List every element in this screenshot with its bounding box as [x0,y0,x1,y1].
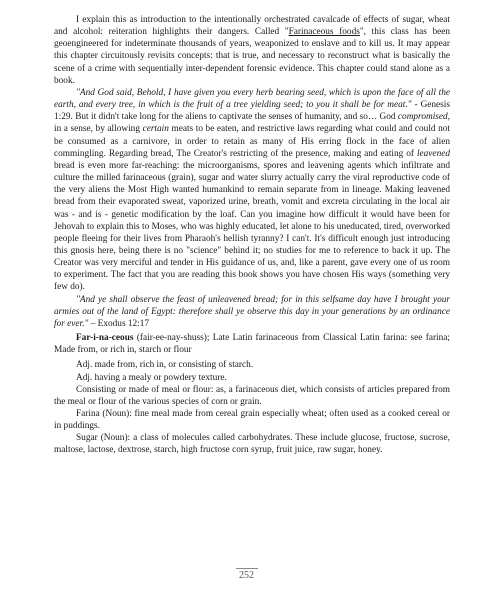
genesis-text-c: meats to be eaten, and restrictive laws regarding what could and could not be consumed as a carnivore, in order to retain as many of His erring flock in the face of alien commingling. Regarding bread, The Creator's restricting of the presence, making and eating of [54,124,451,159]
page-body [54,14,450,457]
intro-text-start: I explain this as introduction to the intentionally orchestrated cavalcade of effects of sugar, wheat and alcohol: reiteration highlights their dangers. Called " [54,15,450,38]
intro-text-end: ", this class has been geoengineered for indeterminate thousands of years, weaponized to enslave and to kill us. It may appear this chapter circuitously revisits concepts: that is true, and necessary to reconstruct what is basically the scene of a crime with sequentially inter-dependent forensic evidence. This chapter could stand alone as a book. [54,27,451,86]
emphasis-certain: certain [142,124,169,135]
page-number: 252 [239,570,254,581]
definition-consisting: Consisting or made of meal or flour: as, a farinaceous diet, which consists of articles prepared from the meal or flour of the various species of corn or grain. [54,384,450,407]
definition-headword: Far-i-na-ceous [76,333,134,344]
intro-paragraph [54,14,450,87]
emphasis-compromised: compromised, [397,112,450,123]
genesis-quote: "And God said, Behold, I have given you every herb bearing seed, which is upon the face of all the earth, and every tree, in which is the fruit of a tree yielding seed; to you it shall be for meat." [54,87,450,111]
emphasis-leavened: leavened [416,148,450,159]
exodus-quote: "And ye shall observe the feast of unleavened bread; for in this selfsame day have I brought your armies out of the land of Egypt: therefore shall ye observe this day in your generations by an ordinance for ever." [54,294,450,329]
definition-sugar: Sugar (Noun): a class of molecules called carbohydrates. These include glucose, fructose, sucrose, maltose, lactose, dextrose, starch, high fructose corn syrup, fruit juice, raw sugar, honey. [54,433,450,456]
definition-adj-1: Adj. made from, rich in, or consisting of starch. [76,360,254,371]
genesis-paragraph [54,87,450,294]
genesis-text-a: But it didn't take long for the aliens to captivate the senses of humanity, and so… God [72,112,398,123]
definition-adj-2: Adj. having a mealy or powdery texture. [76,372,227,383]
exodus-reference: – Exodus 12:17 [88,318,150,329]
farinaceous-foods-link[interactable]: Farinaceous foods [288,27,360,38]
page-footer [0,568,493,581]
definition-farinaceous [54,332,450,356]
definition-etymology: (fair-ee-nay-shuss); Late Latin farinaceous from Classical Latin farina: see farina; Made from, or rich in, starch or flour [54,333,450,356]
genesis-text-b: in a sense, by allowing [54,124,143,135]
footer-divider [236,568,258,569]
genesis-reference: - Genesis 1:29. [54,100,450,123]
definition-farina: Farina (Noun): fine meal made from cereal grain especially wheat; often used as a cooked cereal or in puddings. [54,409,450,432]
exodus-paragraph [54,294,450,330]
genesis-text-d: bread is even more far-reaching: the microorganisms, spores and leavening agents which infiltrate and culture the milled farinaceous (grain), sugar and water slurry actually carry the viral reproductive code of the very aliens the Most High wanted humankind to remain separate from in lineage. Making leavened bread from their evaporated sweat, vaporized urine, breath, vomit and excreta circulating in the local air was - and is - genetic modification by the loaf. Can you imagine how difficult it would have been for Jehovah to explain this to Moses, who was highly educated, let alone to his uneducated, tired, overworked people fleeing for their lives from Pharaoh's hellish tyranny? I can't. It's difficult enough just introducing this gnosis here, being there is no "science" behind it; no studies for me to reference to back it up. The Creator was very merciful and tender in His guidance of us, and, like a parent, gave every one of us room to experiment. The fact that you are reading this book shows you have chosen His ways (something very few do). [54,160,450,293]
